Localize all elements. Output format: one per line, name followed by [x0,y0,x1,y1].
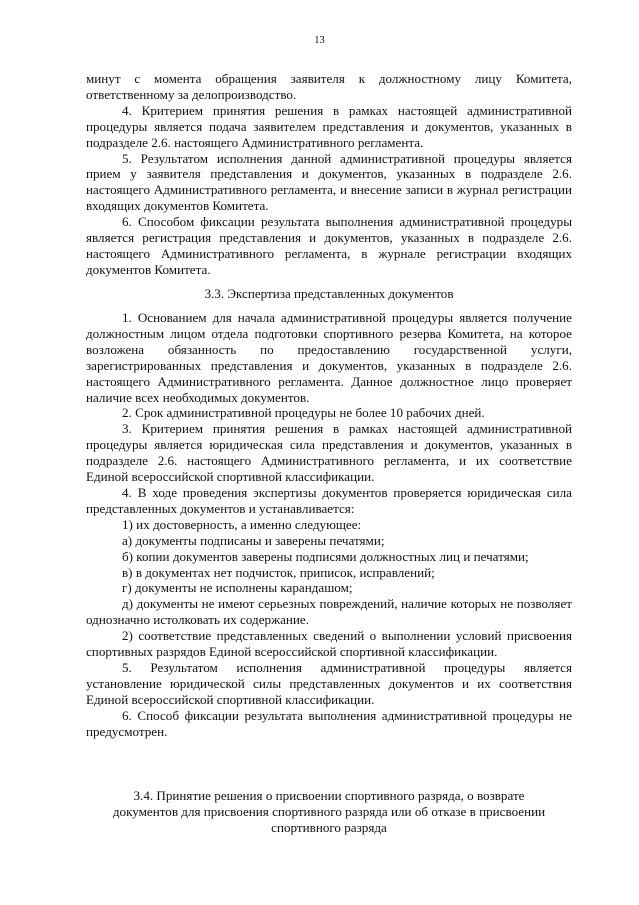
section-heading-line: 3.4. Принятие решения о присвоении спортивного разряда, о возврате [133,788,525,803]
list-item: 2) соответствие представленных сведений о выполнении условий присвоения спортивных разрядов Единой всероссийской спортивной классификации. [86,628,572,660]
paragraph: 5. Результатом исполнения данной административной процедуры является прием у заявителя представления и документов, указанных в подразделе 2.6. настоящего Административного регламента, и внесение записи в журнал регистрации входящих документов Комитета. [86,150,572,214]
section-heading: 3.3. Экспертиза представленных документов [204,286,454,301]
paragraph: 4. В ходе проведения экспертизы документов проверяется юридическая сила представленных документов и устанавливается: [86,484,572,516]
list-item: б) копии документов заверены подписями должностных лиц и печатями; [122,548,529,564]
paragraph: 5. Результатом исполнения административной процедуры является установление юридической силы представленных документов и их соответствия Единой всероссийской спортивной классификации. [86,659,572,707]
list-item: 1) их достоверность, а именно следующее: [122,516,362,532]
list-item: д) документы не имеют серьезных повреждений, наличие которых не позволяет однозначно истолковать их содержание. [86,596,572,628]
paragraph: 6. Способом фиксации результата выполнения административной процедуры является регистрация представления и документов, указанных в подразделе 2.6. настоящего Административного регламента, в журнале регистрации входящих документов Комитета. [86,214,572,277]
section-heading-line: спортивного разряда [271,819,387,835]
page-number: 13 [314,35,325,46]
list-item: а) документы подписаны и заверены печатями; [122,532,385,548]
paragraph: минут с момента обращения заявителя к должностному лицу Комитета, ответственному за делопроизводство. [86,71,572,102]
paragraph: 2. Срок административной процедуры не более 10 рабочих дней. [122,405,485,421]
section-heading-line: документов для присвоения спортивного разряда или об отказе в присвоении [112,803,546,819]
paragraph: 1. Основанием для начала административной процедуры является получение должностным лицом отдела подготовки спортивного резерва Комитета, на которое возложена обязанность по предоставлению государственной услуги, зарегистрированных представления и документов, указанных в подразделе 2.6. настоящего Административного регламента. Данное должностное лицо проверяет наличие всех необходимых документов. [86,310,572,405]
section-3-3-heading-block [86,286,572,302]
section-3-3-body [86,310,572,739]
list-item: в) в документах нет подчисток, приписок, исправлений; [122,564,435,580]
list-item: г) документы не исполнены карандашом; [122,580,353,596]
paragraph: 6. Способ фиксации результата выполнения административной процедуры не предусмотрен. [86,707,572,739]
paragraph: 3. Критерием принятия решения в рамках настоящей административной процедуры является юридическая сила представления и документов, указанных в подразделе 2.6. настоящего Административного регламента, и их соответствие Единой всероссийской спортивной классификации. [86,421,572,485]
section-3-4-heading-block [80,788,578,836]
section-3-2-tail [86,71,572,278]
paragraph: 4. Критерием принятия решения в рамках настоящей административной процедуры является подача заявителем представления и документов, указанных в подразделе 2.6. настоящего Административного регламента. [86,102,572,150]
